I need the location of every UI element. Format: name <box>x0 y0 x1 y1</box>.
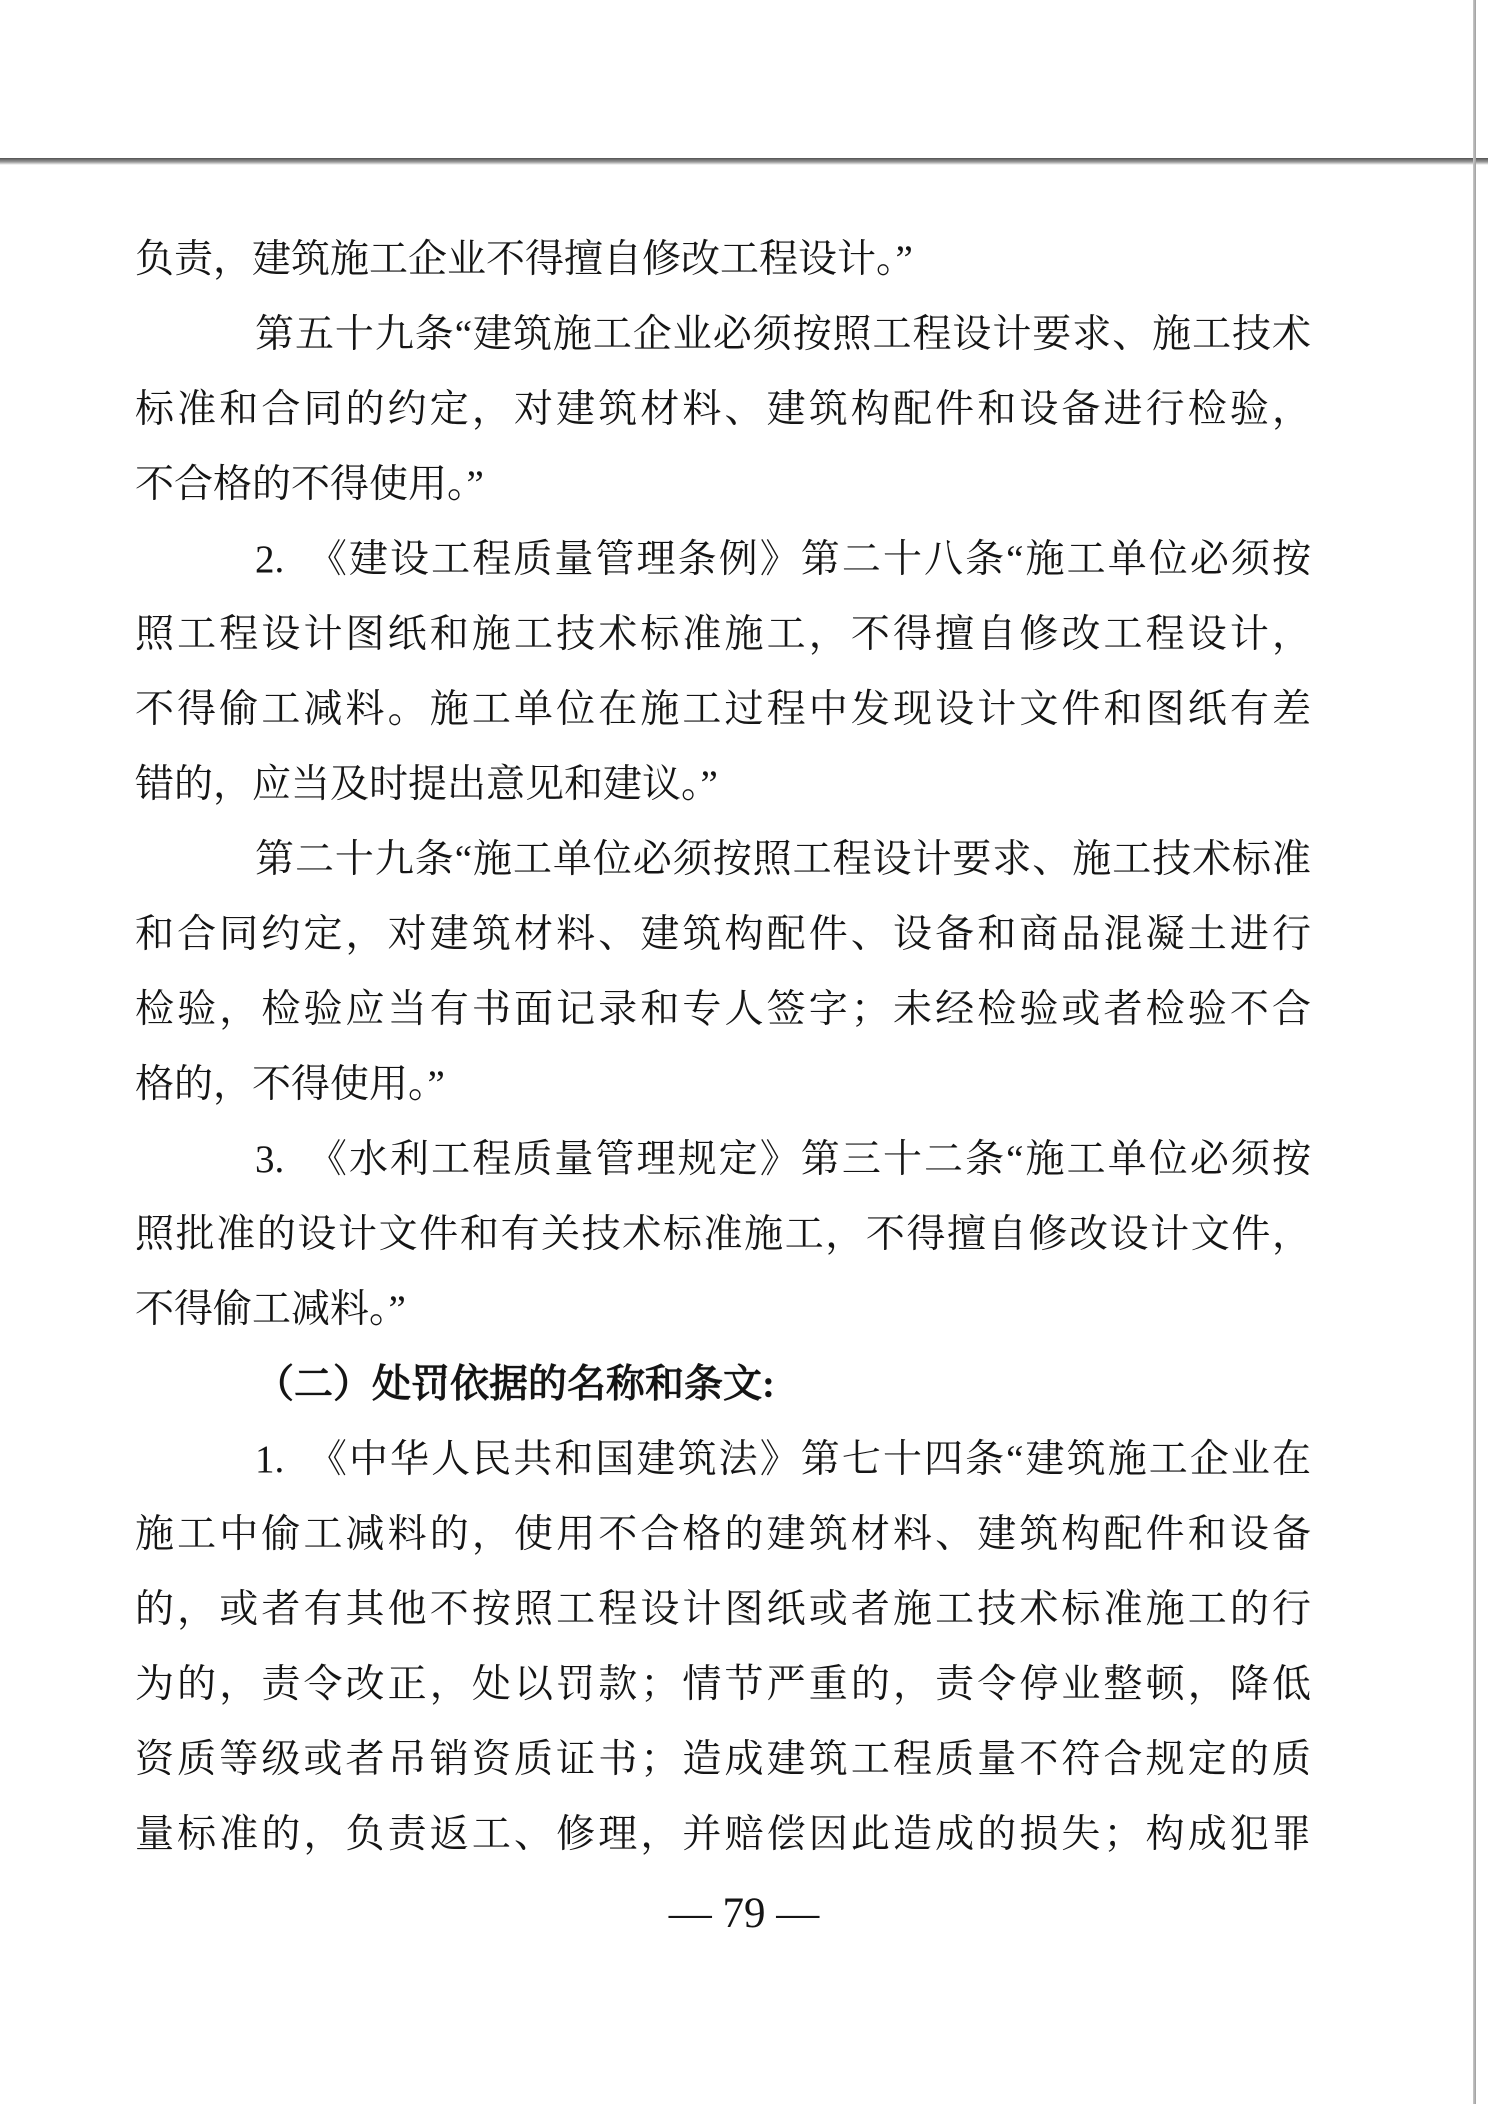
text-line: 2. 《建设工程质量管理条例》第二十八条“施工单位必须按 <box>255 538 1311 581</box>
text-line: 标准和合同的约定，对建筑材料、建筑构配件和设备进行检验， <box>135 388 1311 431</box>
section-heading <box>135 1347 1311 1422</box>
text-line: 格的，不得使用。” <box>135 1063 445 1106</box>
text-line: （二）处罚依据的名称和条文: <box>255 1363 775 1406</box>
paragraph <box>135 522 1311 822</box>
text-line: 资质等级或者吊销资质证书；造成建筑工程质量不符合规定的质 <box>135 1738 1311 1781</box>
text-line: 施工中偷工减料的，使用不合格的建筑材料、建筑构配件和设备 <box>135 1513 1311 1556</box>
scan-artifact-top-edge <box>0 158 1488 165</box>
text-line: 3. 《水利工程质量管理规定》第三十二条“施工单位必须按 <box>255 1138 1311 1181</box>
text-line: 负责，建筑施工企业不得擅自修改工程设计。” <box>135 238 913 281</box>
paragraph <box>135 222 1311 297</box>
document-body <box>135 222 1311 1872</box>
paragraph <box>135 1122 1311 1347</box>
text-line: 和合同约定，对建筑材料、建筑构配件、设备和商品混凝土进行 <box>135 913 1311 956</box>
text-line: 照工程设计图纸和施工技术标准施工，不得擅自修改工程设计， <box>135 613 1311 656</box>
text-line: 第五十九条“建筑施工企业必须按照工程设计要求、施工技术 <box>255 313 1311 356</box>
page-number: — 79 — <box>668 1890 820 1937</box>
text-line: 不合格的不得使用。” <box>135 463 484 506</box>
text-line: 照批准的设计文件和有关技术标准施工，不得擅自修改设计文件， <box>135 1213 1311 1256</box>
page-edge-right-line <box>1473 0 1476 2104</box>
paragraph <box>135 1422 1311 1872</box>
text-line: 为的，责令改正，处以罚款；情节严重的，责令停业整顿，降低 <box>135 1663 1311 1706</box>
text-line: 量标准的，负责返工、修理，并赔偿因此造成的损失；构成犯罪 <box>135 1813 1311 1856</box>
text-line: 检验，检验应当有书面记录和专人签字；未经检验或者检验不合 <box>135 988 1311 1031</box>
text-line: 错的，应当及时提出意见和建议。” <box>135 763 718 806</box>
paragraph <box>135 297 1311 522</box>
text-line: 不得偷工减料。施工单位在施工过程中发现设计文件和图纸有差 <box>135 688 1311 731</box>
text-line: 不得偷工减料。” <box>135 1288 406 1331</box>
text-line: 第二十九条“施工单位必须按照工程设计要求、施工技术标准 <box>255 838 1311 881</box>
paragraph <box>135 822 1311 1122</box>
text-line: 的，或者有其他不按照工程设计图纸或者施工技术标准施工的行 <box>135 1588 1311 1631</box>
text-line: 1. 《中华人民共和国建筑法》第七十四条“建筑施工企业在 <box>255 1438 1311 1481</box>
